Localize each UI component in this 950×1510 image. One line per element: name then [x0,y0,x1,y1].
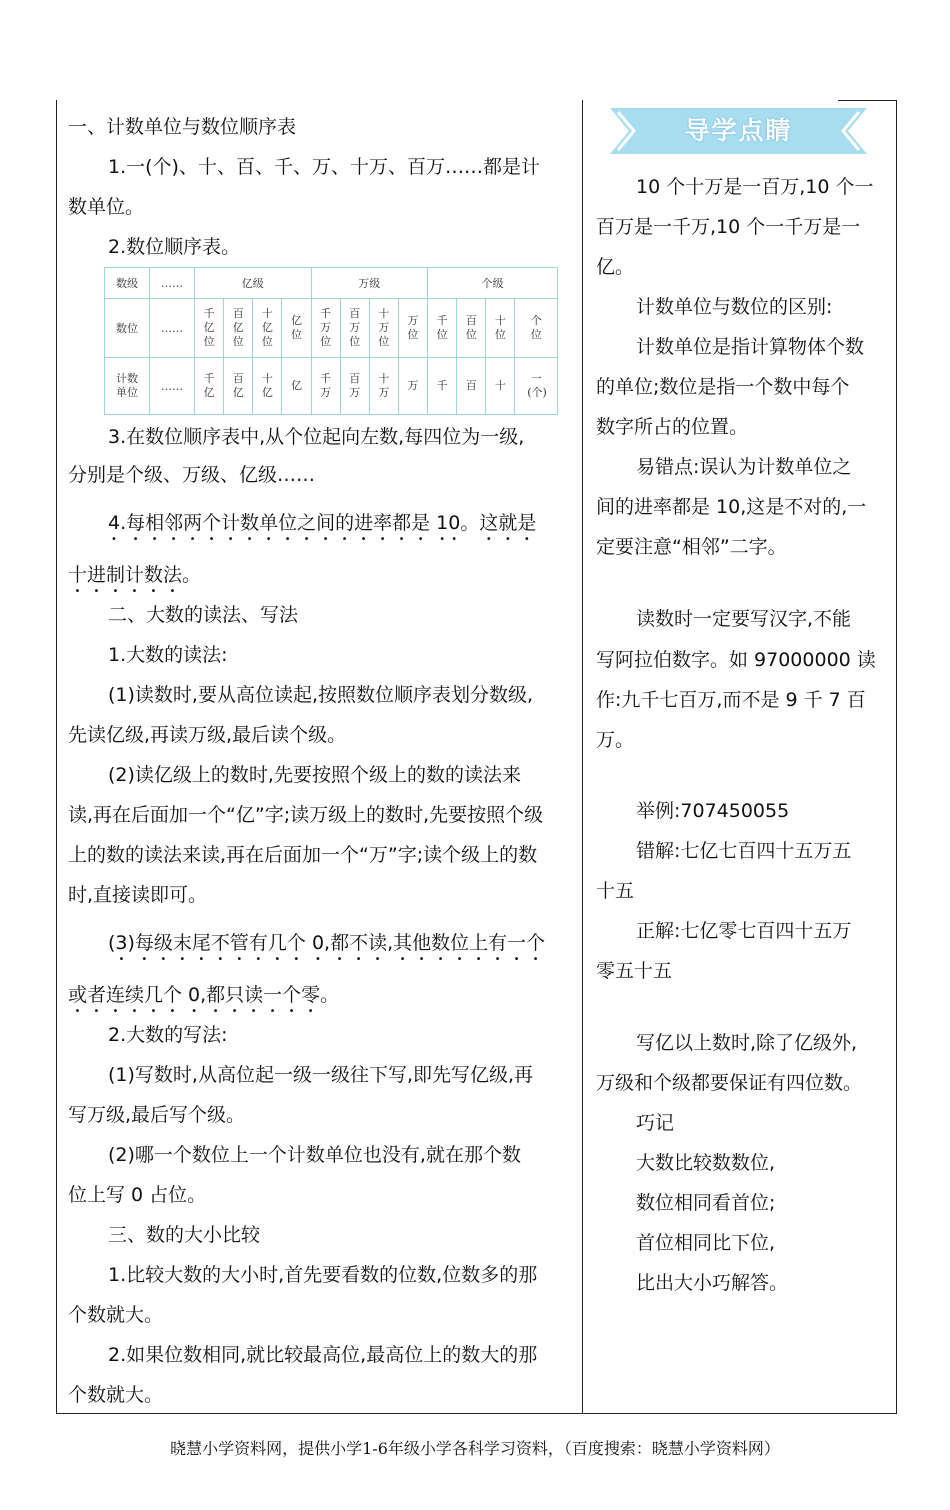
table-cell: 亿位 [282,299,311,358]
note-line: 万级和个级都要保证有四位数。 [596,1072,863,1094]
text-line: 时,直接读即可。 [68,884,208,906]
table-cell: …… [150,299,195,358]
note-line: 亿。 [596,256,635,278]
text-line: (2)哪一个数位上一个计数单位也没有,就在那个数 [108,1144,521,1166]
text-line: (1)写数时,从高位起一级一级往下写,即先写亿级,再 [108,1064,534,1086]
text-line: (1)读数时,要从高位读起,按照数位顺序表划分数级, [108,684,534,706]
note-line: 正解:七亿零七百四十五万 [636,920,852,942]
table-cell: 亿级 [195,268,312,299]
table-cell: 百万 [340,358,369,415]
note-line: 数字所占的位置。 [596,416,749,438]
text-line: 个数就大。 [68,1384,164,1406]
note-line: 计数单位是指计算物体个数 [636,336,865,358]
table-cell: 数级 [105,268,150,299]
text-line: 上的数的读法来读,再在后面加一个“万”字;读个级上的数 [68,844,538,866]
text-line: 1.大数的读法: [108,644,228,666]
table-cell: 百亿 [224,358,253,415]
table-cell: …… [150,358,195,415]
table-cell: 个级 [428,268,558,299]
note-line: 写阿拉伯数字。如 97000000 读 [596,649,876,671]
table-cell: 千亿位 [195,299,224,358]
note-line: 大数比较数数位, [636,1152,776,1174]
emphasized-text-line: 或者连续几个 0,都只读一个零。 [68,984,340,1006]
table-cell: 千万 [311,358,340,415]
section-heading-2: 二、大数的读法、写法 [108,604,299,626]
emphasized-text-line: (3)每级末尾不管有几个 0,都不读,其他数位上有一个 [108,932,546,954]
note-line: 10 个十万是一百万,10 个一 [636,176,874,198]
note-line: 计数单位与数位的区别: [636,296,833,318]
emphasized-text-line: 4.每相邻两个计数单位之间的进率都是 10。这就是 [108,512,537,534]
table-cell: 计数单位 [105,358,150,415]
table-cell: 百万位 [340,299,369,358]
note-line: 比出大小巧解答。 [636,1272,789,1294]
text-line: 读,再在后面加一个“亿”字;读万级上的数时,先要按照个级 [68,804,544,826]
note-line: 易错点:误认为计数单位之 [636,456,852,478]
table-cell: 千 [428,358,457,415]
banner-title: 导学点睛 [684,116,793,145]
text-line: 先读亿级,再读万级,最后读个级。 [68,724,347,746]
note-line: 定要注意“相邻”二字。 [596,536,787,558]
emphasized-text-line: 十进制计数法。 [68,564,202,586]
table-cell: 万 [398,358,427,415]
note-line: 零五十五 [596,960,673,982]
table-cell: 千亿 [195,358,224,415]
note-line: 写亿以上数时,除了亿级外, [636,1032,858,1054]
table-cell: 十位 [486,299,515,358]
table-cell: 万级 [311,268,428,299]
text-line: 3.在数位顺序表中,从个位起向左数,每四位为一级, [108,426,525,448]
section-heading-3: 三、数的大小比较 [108,1224,261,1246]
table-cell: …… [150,268,195,299]
table-cell: 百 [457,358,486,415]
table-cell: 千位 [428,299,457,358]
guide-banner [606,106,871,156]
table-cell: 百位 [457,299,486,358]
text-line: 个数就大。 [68,1304,164,1326]
frame-top-edge [838,100,896,101]
table-cell: 一(个) [515,358,558,415]
note-line: 首位相同比下位, [636,1232,776,1254]
table-cell: 数位 [105,299,150,358]
table-cell: 十万 [369,358,398,415]
table-cell: 十亿位 [253,299,282,358]
note-line: 的单位;数位是指一个数中每个 [596,376,850,398]
text-line: 1.一(个)、十、百、千、万、十万、百万……都是计 [108,156,540,178]
note-line: 间的进率都是 10,这是不对的,一 [596,496,867,518]
note-line: 举例:707450055 [636,800,790,822]
table-cell: 千万位 [311,299,340,358]
text-line: 1.比较大数的大小时,首先要看数的位数,位数多的那 [108,1264,538,1286]
table-cell: 十万位 [369,299,398,358]
text-line: 2.大数的写法: [108,1024,228,1046]
note-line: 错解:七亿七百四十五万五 [636,840,852,862]
note-line: 数位相同看首位; [636,1192,776,1214]
text-line: (2)读亿级上的数时,先要按照个级上的数的读法来 [108,764,521,786]
note-line: 百万是一千万,10 个一千万是一 [596,216,861,238]
text-line: 写万级,最后写个级。 [68,1104,246,1126]
text-line: 2.数位顺序表。 [108,236,241,258]
note-line: 十五 [596,880,635,902]
text-line: 数单位。 [68,196,145,218]
table-cell: 个位 [515,299,558,358]
text-line: 位上写 0 占位。 [68,1184,207,1206]
section-heading-1: 一、计数单位与数位顺序表 [68,116,297,138]
note-line: 万。 [596,729,635,751]
text-line: 分别是个级、万级、亿级…… [68,464,316,486]
text-line: 2.如果位数相同,就比较最高位,最高位上的数大的那 [108,1344,538,1366]
table-cell: 亿 [282,358,311,415]
place-value-table [104,267,558,415]
note-line: 读数时一定要写汉字,不能 [636,608,852,630]
table-cell: 十 [486,358,515,415]
table-cell: 十亿 [253,358,282,415]
page-footer: 晓慧小学资料网，提供小学1-6年级小学各科学习资料，（百度搜索：晓慧小学资料网） [170,1439,780,1458]
column-divider [582,100,583,1414]
note-line: 作:九千七百万,而不是 9 千 7 百 [596,689,866,711]
table-cell: 万位 [398,299,427,358]
note-line: 巧记 [636,1112,675,1134]
table-cell: 百亿位 [224,299,253,358]
